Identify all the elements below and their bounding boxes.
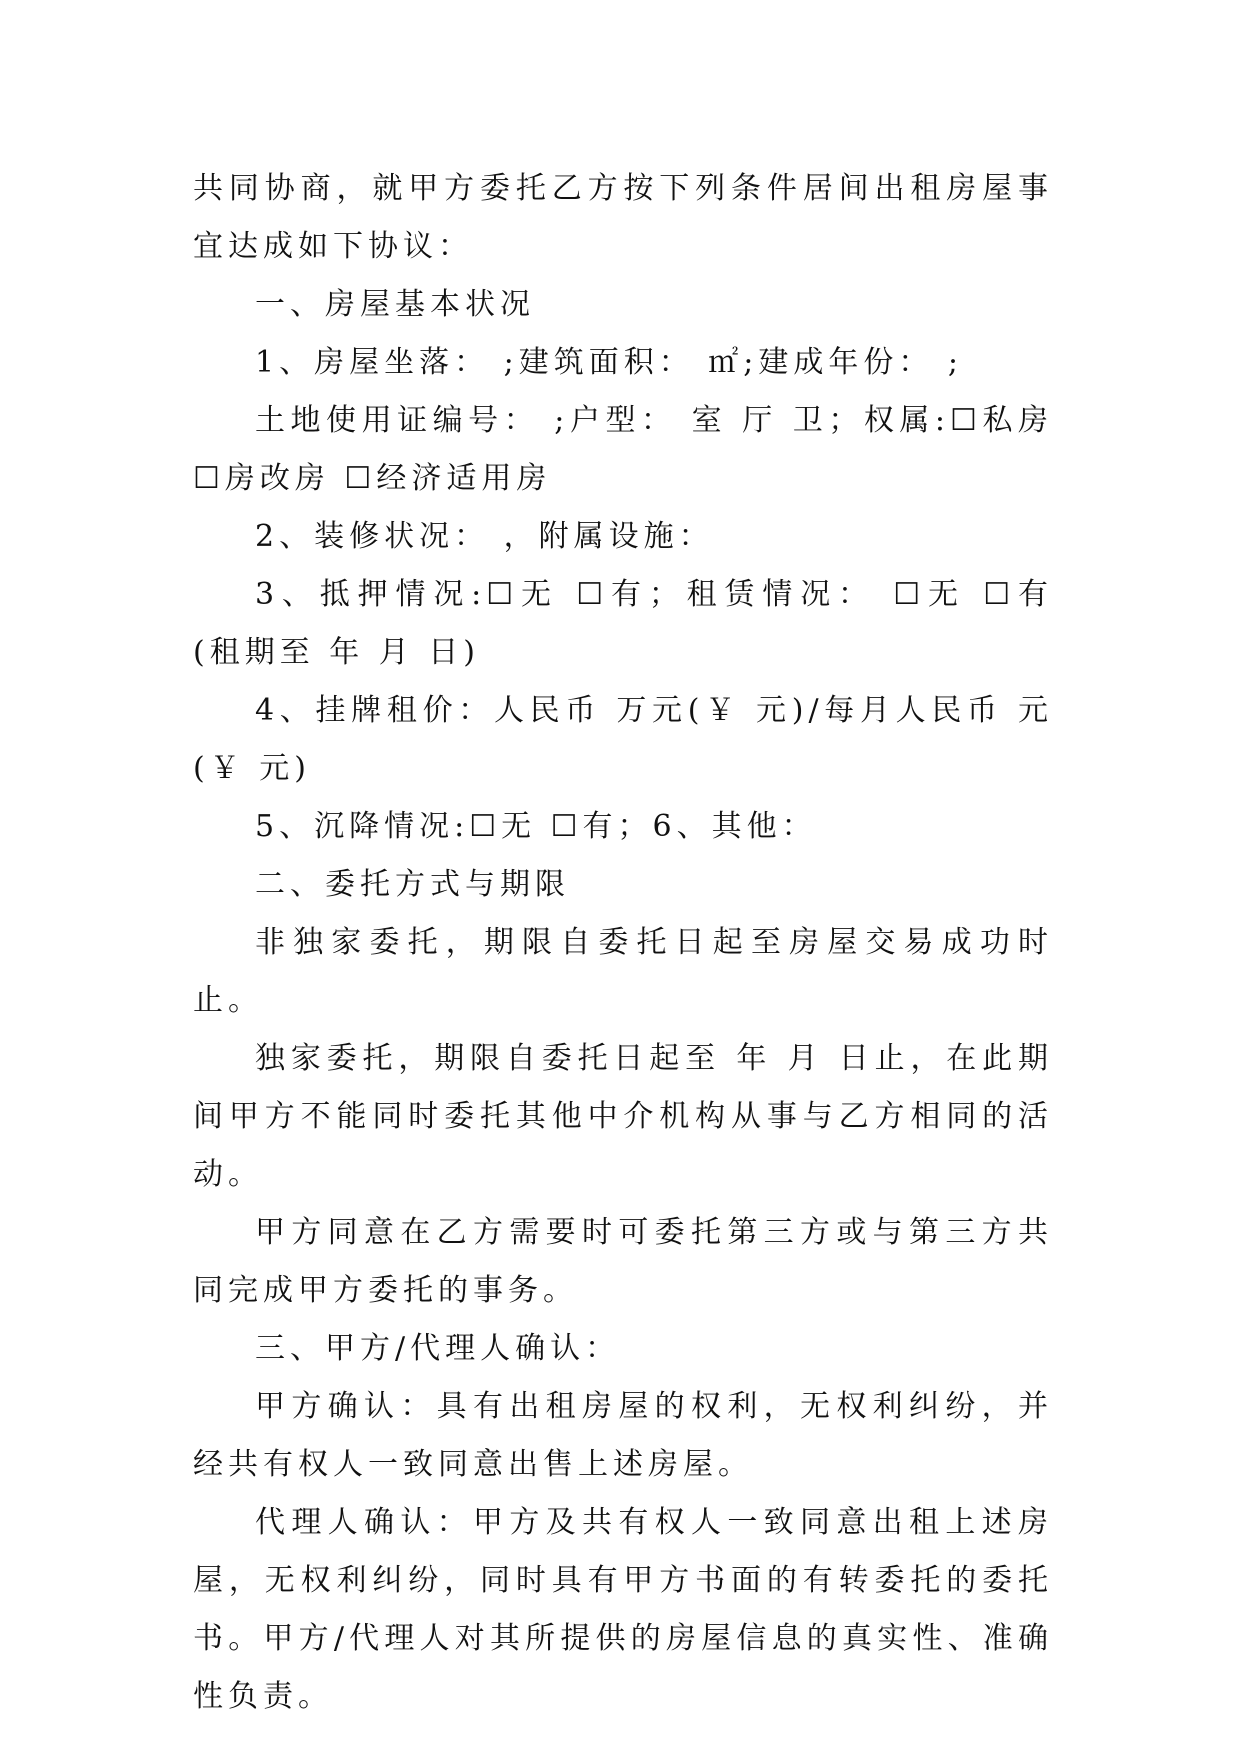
paragraph-mortgage: 3、抵押情况:☐无 ☐有；租赁情况： ☐无 ☐有 (租期至 年 月 日): [193, 577, 1053, 670]
paragraph-non-exclusive: 非独家委托，期限自委托日起至房屋交易成功时止。: [193, 925, 1053, 1018]
heading-confirmation: 三、甲方/代理人确认：: [255, 1331, 621, 1366]
paragraph-location: 1、房屋坐落： ;建筑面积： ㎡;建成年份： ;: [255, 345, 964, 380]
paragraph-exclusive: 独家委托，期限自委托日起至 年 月 日止，在此期间甲方不能同时委托其他中介机构从事与乙方相同的活动。: [193, 1041, 1053, 1192]
paragraph-third-party: 甲方同意在乙方需要时可委托第三方或与第三方共同完成甲方委托的事务。: [193, 1215, 1053, 1308]
paragraph-decoration: 2、装修状况： ，附属设施：: [255, 519, 714, 554]
paragraph-settlement: 5、沉降情况:☐无 ☐有；6、其他：: [255, 809, 817, 844]
heading-basic-status: 一、房屋基本状况: [255, 287, 535, 322]
paragraph-listing-price: 4、挂牌租价：人民币 万元(￥ 元)/每月人民币 元(￥ 元): [193, 693, 1053, 786]
paragraph-agent-confirm: 代理人确认：甲方及共有权人一致同意出租上述房屋，无权利纠纷，同时具有甲方书面的有转委托的委托书。甲方/代理人对其所提供的房屋信息的真实性、准确性负责。: [193, 1505, 1053, 1714]
document-body: [193, 160, 1053, 1726]
paragraph-land-certificate: 土地使用证编号： ;户型： 室 厅 卫；权属:☐私房 ☐房改房 ☐经济适用房: [193, 403, 1053, 496]
paragraph-party-a-confirm: 甲方确认：具有出租房屋的权利，无权利纠纷，并经共有权人一致同意出售上述房屋。: [193, 1389, 1053, 1482]
heading-commission-method: 二、委托方式与期限: [255, 867, 570, 902]
paragraph-intro: 共同协商，就甲方委托乙方按下列条件居间出租房屋事宜达成如下协议：: [193, 171, 1053, 264]
